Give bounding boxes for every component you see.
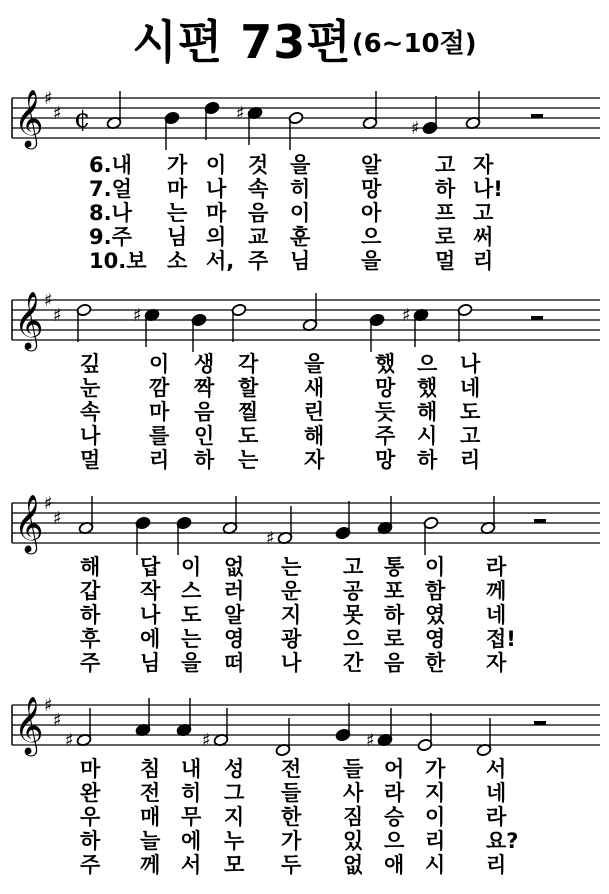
lyric-syllable: 나 [281,651,302,675]
quarter-note [135,698,151,737]
lyric-syllable: 없 [224,555,245,579]
lyric-syllable: 알 [224,603,245,627]
lyric-syllable: 시 [425,853,446,877]
lyric-syllable: 공 [343,579,364,603]
lyric-syllable: 전 [140,781,161,805]
half-rest [534,721,546,725]
half-note [275,718,291,757]
svg-text:♯: ♯ [366,730,375,751]
lyric-syllable: 히 [181,781,202,805]
lyric-syllable: 찔 [238,400,259,424]
lyric-syllable: 로 [435,225,456,249]
lyric-syllable: 작 [140,579,161,603]
half-note [417,713,433,752]
lyric-syllable: 떠 [224,651,245,675]
lyric-syllable: 우 [80,805,101,829]
lyric-line [0,200,609,226]
lyric-syllable: 서 [486,757,507,781]
lyric-syllable: 주 [80,651,101,675]
lyric-syllable: 님 [140,651,161,675]
treble-clef-icon: 𝄞 [14,89,44,147]
lyric-syllable: 승 [384,805,405,829]
lyric-syllable: 생 [194,352,215,376]
lyric-syllable: 8.나 [89,201,132,225]
lyric-syllable: 망 [375,376,396,400]
lyric-syllable: 요? [486,829,519,853]
lyric-syllable: 으 [384,829,405,853]
lyric-syllable: 늘 [140,829,161,853]
lyric-syllable: 주 [248,249,269,273]
lyric-syllable: 도 [181,603,202,627]
lyric-syllable: 완 [80,781,101,805]
quarter-note [164,111,180,150]
lyric-syllable: 에 [181,829,202,853]
staff-system [0,675,609,755]
lyric-syllable: 음 [384,651,405,675]
lyric-syllable: 나 [206,177,227,201]
treble-clef-icon: 𝄞 [14,291,44,349]
lyric-syllable: 소 [167,249,188,273]
lyric-line [0,399,609,425]
lyric-line [0,554,609,580]
lyric-line [0,578,609,604]
treble-clef-icon: 𝄞 [14,494,44,552]
lyric-syllable: 눈 [80,376,101,400]
lyric-syllable: 였 [425,603,446,627]
quarter-note [402,305,429,347]
lyric-syllable: 영 [425,627,446,651]
staff-system [0,270,609,350]
lyric-syllable: 듯 [375,400,396,424]
svg-text:♯: ♯ [133,305,142,326]
lyric-syllable: 라 [486,805,507,829]
lyric-syllable: 님 [167,225,188,249]
lyric-syllable: 도 [238,424,259,448]
sharp-key-signature-icon: ♯ [44,493,53,514]
lyric-syllable: 네 [486,781,507,805]
half-note [222,496,238,535]
lyric-syllable: 깜 [149,376,170,400]
lyric-syllable: 무 [181,805,202,829]
sharp-key-signature-icon: ♯ [44,88,53,109]
svg-text:♯: ♯ [65,730,74,751]
lyric-line [0,375,609,401]
sharp-key-signature-icon: ♯ [44,290,53,311]
lyric-syllable: 는 [181,627,202,651]
quarter-note [204,101,220,140]
quarter-note [176,698,192,737]
quarter-note [377,496,393,535]
lyric-syllable: 통 [384,555,405,579]
lyric-syllable: 속 [80,400,101,424]
lyric-syllable: 두 [281,853,302,877]
lyric-syllable: 누 [224,829,245,853]
lyric-syllable: 했 [375,352,396,376]
lyric-syllable: 10.보 [89,249,147,273]
half-note [423,516,439,555]
svg-text:♯: ♯ [402,305,411,326]
lyric-syllable: 가 [281,829,302,853]
lyric-syllable: 주 [375,424,396,448]
lyric-syllable: 침 [140,757,161,781]
quarter-note [335,501,351,540]
lyric-syllable: 깊 [80,352,101,376]
lyric-syllable: 프 [435,201,456,225]
half-note [480,496,496,535]
lyric-syllable: 이 [149,352,170,376]
lyric-syllable: 을 [181,651,202,675]
lyric-syllable: 그 [224,781,245,805]
lyric-line [0,351,609,377]
lyric-syllable: 고 [473,201,494,225]
lyric-syllable: 에 [140,627,161,651]
half-note [76,303,92,342]
lyric-syllable: 음 [248,201,269,225]
lyric-syllable: 이 [181,555,202,579]
half-note [465,91,481,130]
lyric-syllable: 라 [486,555,507,579]
lyric-line [0,756,609,782]
sharp-key-signature-icon: ♯ [53,508,62,529]
half-note [78,496,94,535]
half-note [231,303,247,342]
lyric-syllable: 히 [290,177,311,201]
lyric-syllable: 어 [384,757,405,781]
lyric-syllable: 7.얼 [89,177,132,201]
lyric-syllable: 이 [425,555,446,579]
quarter-note [191,313,207,352]
lyric-syllable: 지 [224,805,245,829]
staff-system [0,473,609,553]
lyric-syllable: 영 [224,627,245,651]
lyric-syllable: 을 [361,249,382,273]
lyric-syllable: 으 [343,627,364,651]
lyric-line [0,447,609,473]
lyric-syllable: 간 [343,651,364,675]
lyric-syllable: 리 [425,829,446,853]
lyric-line [0,780,609,806]
half-rest [531,316,543,320]
lyric-syllable: 속 [248,177,269,201]
lyric-syllable: 전 [281,757,302,781]
svg-text:♯: ♯ [236,103,245,124]
lyric-syllable: 이 [206,153,227,177]
quarter-note [335,703,351,742]
lyric-syllable: 마 [206,201,227,225]
lyric-syllable: 을 [304,352,325,376]
lyric-syllable: 하 [384,603,405,627]
lyric-syllable: 도 [460,400,481,424]
svg-text:♯: ♯ [266,528,275,549]
lyric-syllable: 사 [343,781,364,805]
lyric-syllable: 고 [343,555,364,579]
lyric-syllable: 접! [486,627,516,651]
lyric-syllable: 후 [80,627,101,651]
song-title-verses: (6~10절) [351,29,477,59]
lyric-syllable: 서, [206,249,235,273]
lyric-syllable: 애 [384,853,405,877]
song-title-main: 시편 73편 [132,15,352,69]
lyric-syllable: 모 [224,853,245,877]
lyric-syllable: 가 [167,153,188,177]
lyric-syllable: 해 [80,555,101,579]
sharp-key-signature-icon: ♯ [53,710,62,731]
lyric-syllable: 짝 [194,376,215,400]
lyric-syllable: 고 [460,424,481,448]
lyric-line [0,626,609,652]
lyric-syllable: 라 [384,781,405,805]
lyric-syllable: 음 [194,400,215,424]
lyric-syllable: 고 [435,153,456,177]
quarter-note [133,305,160,347]
lyric-syllable: 짐 [343,805,364,829]
lyric-syllable: 각 [238,352,259,376]
lyric-syllable: 이 [425,805,446,829]
staff-system [0,68,609,148]
treble-clef-icon: 𝄞 [14,696,44,754]
lyric-syllable: 훈 [290,225,311,249]
lyric-syllable: 들 [343,757,364,781]
lyric-syllable: 갑 [80,579,101,603]
lyric-syllable: 나 [80,424,101,448]
lyric-syllable: 있 [343,829,364,853]
lyric-syllable: 리 [473,249,494,273]
lyric-syllable: 리 [149,448,170,472]
lyric-syllable: 내 [181,757,202,781]
svg-text:♯: ♯ [411,118,420,139]
lyric-syllable: 자 [486,651,507,675]
lyric-syllable: 이 [290,201,311,225]
lyric-line [0,152,609,178]
lyric-syllable: 한 [425,651,446,675]
lyric-syllable: 하 [435,177,456,201]
quarter-note [135,516,151,555]
lyric-syllable: 자 [304,448,325,472]
lyric-line [0,804,609,830]
sharp-key-signature-icon: ♯ [53,305,62,326]
lyric-syllable: 나 [460,352,481,376]
lyric-syllable: 자 [473,153,494,177]
half-note [457,303,473,342]
lyric-syllable: 러 [224,579,245,603]
lyric-syllable: 마 [167,177,188,201]
lyric-syllable: 아 [361,201,382,225]
lyric-syllable: 것 [248,153,269,177]
quarter-note [236,103,263,145]
sharp-key-signature-icon: ♯ [44,695,53,716]
lyric-syllable: 께 [140,853,161,877]
lyric-syllable: 못 [343,603,364,627]
lyric-syllable: 교 [248,225,269,249]
half-note [476,718,492,757]
lyric-syllable: 들 [281,781,302,805]
lyric-syllable: 지 [425,781,446,805]
lyric-syllable: 리 [460,448,481,472]
lyric-syllable: 주 [80,853,101,877]
lyric-syllable: 한 [281,805,302,829]
lyric-syllable: 할 [238,376,259,400]
lyric-syllable: 했 [417,376,438,400]
lyric-syllable: 하 [80,829,101,853]
lyric-syllable: 는 [238,448,259,472]
lyric-syllable: 가 [425,757,446,781]
half-note [302,293,318,332]
lyric-syllable: 님 [290,249,311,273]
cut-time-signature-icon: ¢ [74,104,91,134]
lyric-syllable: 멀 [435,249,456,273]
lyric-syllable: 으 [417,352,438,376]
lyric-syllable: 함 [425,579,446,603]
lyric-syllable: 를 [149,424,170,448]
lyric-syllable: 을 [290,153,311,177]
lyric-syllable: 6.내 [89,153,132,177]
quarter-note [176,516,192,555]
lyric-syllable: 의 [206,225,227,249]
lyric-syllable: 시 [417,424,438,448]
half-rest [531,114,543,118]
lyric-syllable: 써 [473,225,494,249]
quarter-note [369,313,385,352]
lyric-syllable: 께 [486,579,507,603]
lyric-syllable: 나 [140,603,161,627]
lyric-syllable: 해 [417,400,438,424]
svg-text:♯: ♯ [202,730,211,751]
lyric-syllable: 하 [80,603,101,627]
lyric-syllable: 지 [281,603,302,627]
lyric-syllable: 매 [140,805,161,829]
lyric-syllable: 성 [224,757,245,781]
lyric-line [0,224,609,250]
lyric-syllable: 9.주 [89,225,132,249]
lyric-syllable: 알 [361,153,382,177]
lyric-syllable: 네 [486,603,507,627]
lyric-line [0,852,609,878]
sharp-key-signature-icon: ♯ [53,103,62,124]
lyric-syllable: 망 [375,448,396,472]
lyric-syllable: 새 [304,376,325,400]
lyric-syllable: 는 [281,555,302,579]
half-note [106,91,122,130]
half-rest [534,519,546,523]
half-note [362,91,378,130]
lyric-syllable: 네 [460,376,481,400]
lyric-syllable: 서 [181,853,202,877]
lyric-syllable: 답 [140,555,161,579]
lyric-syllable: 운 [281,579,302,603]
half-note [288,111,304,150]
lyric-syllable: 스 [181,579,202,603]
lyric-syllable: 하 [194,448,215,472]
lyric-syllable: 광 [281,627,302,651]
lyric-syllable: 마 [149,400,170,424]
lyric-line [0,650,609,676]
lyric-syllable: 해 [304,424,325,448]
lyric-syllable: 망 [361,177,382,201]
lyric-line [0,423,609,449]
lyric-line [0,602,609,628]
lyric-syllable: 로 [384,627,405,651]
lyric-syllable: 는 [167,201,188,225]
lyric-line [0,176,609,202]
lyric-syllable: 나! [473,177,503,201]
lyric-syllable: 마 [80,757,101,781]
lyric-syllable: 하 [417,448,438,472]
lyric-syllable: 인 [194,424,215,448]
lyric-syllable: 리 [486,853,507,877]
lyric-syllable: 린 [304,400,325,424]
lyric-syllable: 멀 [80,448,101,472]
lyric-syllable: 없 [343,853,364,877]
lyric-line [0,828,609,854]
lyric-syllable: 으 [361,225,382,249]
lyric-syllable: 포 [384,579,405,603]
